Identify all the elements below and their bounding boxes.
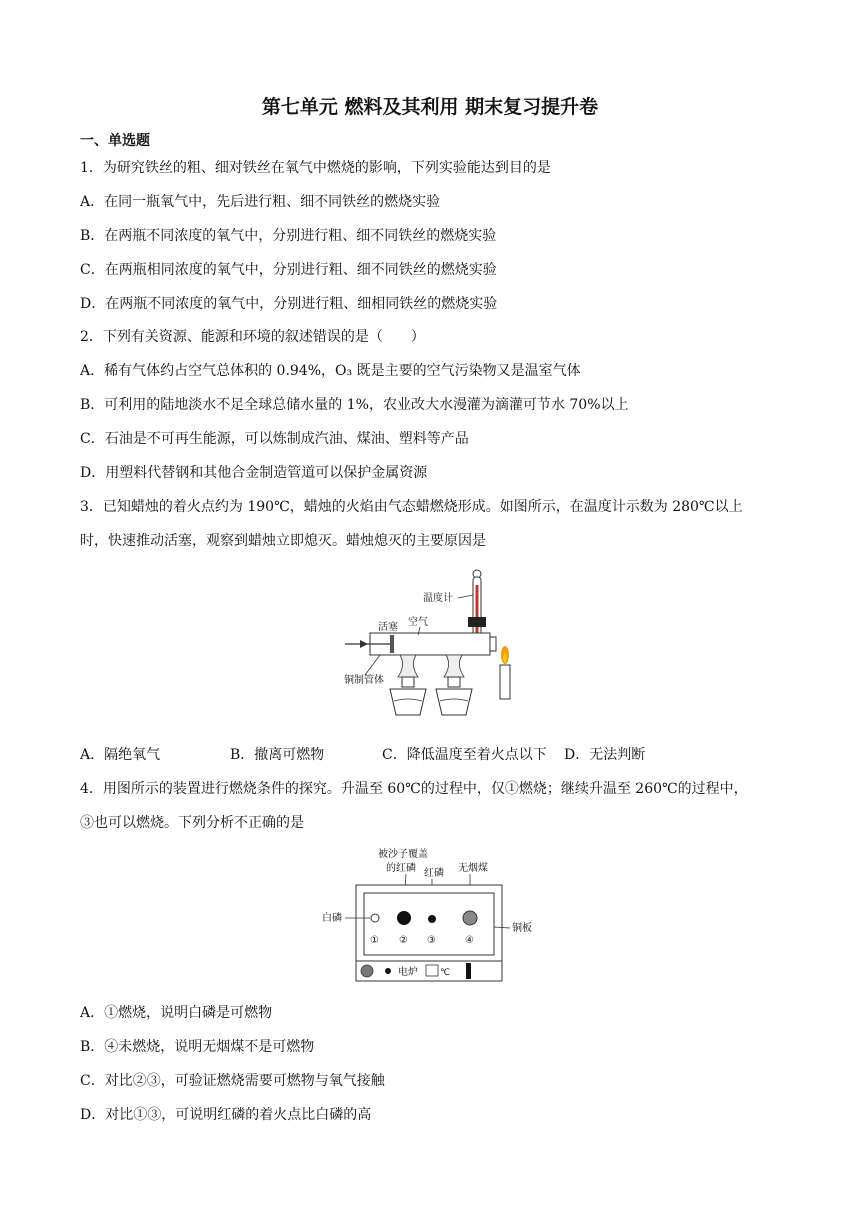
white-phosphorus-icon [371, 914, 379, 922]
label-copper-tube: 铜制管体 [344, 675, 384, 686]
q4-option-b[interactable]: B．④未燃烧，说明无烟煤不是可燃物 [80, 1039, 315, 1055]
label-piston: 活塞 [378, 622, 398, 633]
indicator-light-icon [385, 968, 391, 974]
q2-option-b[interactable]: B．可利用的陆地淡水不足全球总储水量的 1%，农业改大水漫灌为滴灌可节水 70%以上 [80, 397, 629, 413]
label-electric-stove: 电炉 [398, 967, 418, 978]
section-heading: 一、单选题 [80, 133, 150, 149]
alcohol-lamp-icon [436, 655, 472, 715]
q3-option-b[interactable]: B．撤离可燃物 [230, 747, 325, 763]
red-phosphorus-icon [428, 915, 436, 923]
label-num-1: ① [370, 935, 379, 946]
q4-stem-line1: 4．用图所示的装置进行燃烧条件的探究。升温至 60℃的过程中，仅①燃烧；继续升温至 260℃的过程中， [80, 781, 748, 797]
q3-stem-line2: 时，快速推动活塞，观察到蜡烛立即熄灭。蜡烛熄灭的主要原因是 [80, 533, 486, 549]
q4-stem-line2: ③也可以燃烧。下列分析不正确的是 [80, 815, 304, 831]
q4-option-d[interactable]: D．对比①③，可说明红磷的着火点比白磷的高 [80, 1107, 372, 1123]
label-air: 空气 [408, 617, 428, 628]
q1-option-a[interactable]: A．在同一瓶氧气中，先后进行粗、细不同铁丝的燃烧实验 [80, 194, 441, 210]
q1-stem: 1．为研究铁丝的粗、细对铁丝在氧气中燃烧的影响，下列实验能达到目的是 [80, 160, 551, 176]
display-icon [426, 965, 438, 976]
label-thermometer: 温度计 [423, 593, 453, 604]
svg-text:℃: ℃ [440, 968, 451, 978]
label-sand-covered-line2: 的红磷 [386, 863, 416, 874]
copper-tube-icon [345, 633, 496, 655]
q2-option-a[interactable]: A．稀有气体约占空气总体积的 0.94%，O₃ 既是主要的空气污染物又是温室气体 [80, 363, 581, 379]
label-sand-covered-line1: 被沙子覆盖 [378, 849, 428, 860]
label-num-3: ③ [427, 935, 436, 946]
q1-option-b[interactable]: B．在两瓶不同浓度的氧气中，分别进行粗、细不同铁丝的燃烧实验 [80, 228, 497, 244]
q4-option-c[interactable]: C．对比②③，可验证燃烧需要可燃物与氧气接触 [80, 1073, 385, 1089]
q4-option-a[interactable]: A．①燃烧，说明白磷是可燃物 [80, 1005, 273, 1021]
q3-option-d[interactable]: D．无法判断 [564, 747, 646, 763]
q1-option-d[interactable]: D．在两瓶不同浓度的氧气中，分别进行粗、细相同铁丝的燃烧实验 [80, 296, 498, 312]
q1-option-c[interactable]: C．在两瓶相同浓度的氧气中，分别进行粗、细不同铁丝的燃烧实验 [80, 262, 497, 278]
label-copper-plate: 铜板 [512, 923, 532, 934]
q3-apparatus-figure [340, 565, 530, 735]
label-num-2: ② [399, 935, 408, 946]
q3-option-c[interactable]: C．降低温度至着火点以下 [382, 747, 547, 763]
q3-stem-line1: 3．已知蜡烛的着火点约为 190℃，蜡烛的火焰由气态蜡燃烧形成。如图所示，在温度计示数为 280℃以上 [80, 499, 743, 515]
label-num-4: ④ [465, 935, 474, 946]
q2-option-d[interactable]: D．用塑料代替钢和其他合金制造管道可以保护金属资源 [80, 465, 428, 481]
q4-apparatus-figure [320, 845, 550, 987]
page-title: 第七单元 燃料及其利用 期末复习提升卷 [261, 96, 599, 118]
anthracite-coal-icon [463, 911, 477, 925]
q2-stem: 2．下列有关资源、能源和环境的叙述错误的是（ ） [80, 329, 425, 345]
label-red-phosphorus: 红磷 [424, 868, 444, 879]
switch-icon [466, 963, 471, 979]
label-coal: 无烟煤 [458, 863, 488, 874]
candle-icon [500, 646, 510, 699]
q3-option-a[interactable]: A．隔绝氧气 [80, 747, 161, 763]
alcohol-lamp-icon [390, 655, 426, 715]
q2-option-c[interactable]: C．石油是不可再生能源，可以炼制成汽油、煤油、塑料等产品 [80, 431, 469, 447]
stove-knob-icon [361, 965, 373, 977]
sand-covered-red-phosphorus-icon [397, 911, 411, 925]
label-white-phosphorus: 白磷 [322, 913, 342, 924]
